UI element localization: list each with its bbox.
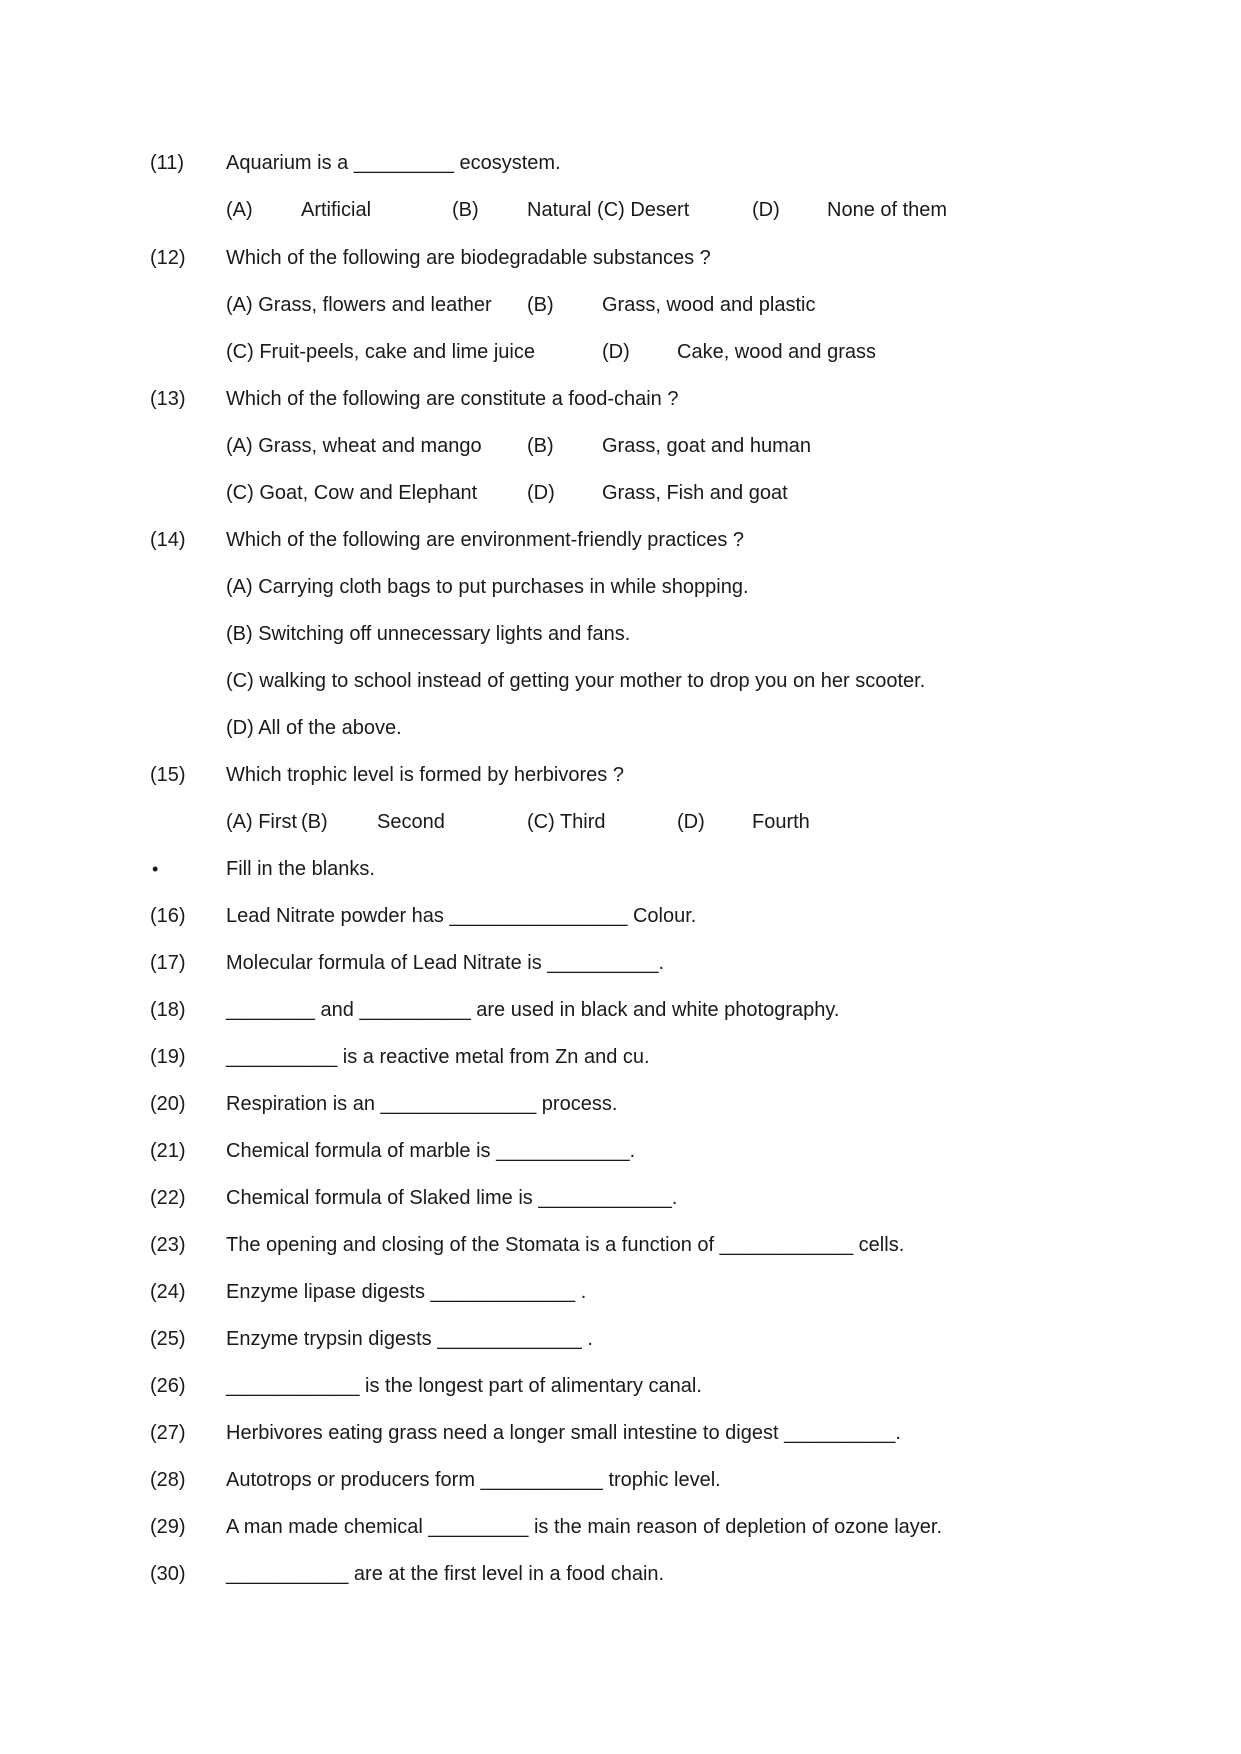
section-title: Fill in the blanks.	[226, 858, 375, 880]
question-text: Enzyme lipase digests _____________ .	[226, 1281, 587, 1303]
option-label-d: (D)	[752, 199, 780, 221]
question-number: (19)	[150, 1046, 186, 1068]
option-text: (D) All of the above.	[226, 717, 402, 739]
question-number: (25)	[150, 1328, 186, 1350]
option-text: Grass, Fish and goat	[602, 482, 788, 504]
option-text: (C) Fruit-peels, cake and lime juice	[226, 341, 535, 363]
option-text: Grass, goat and human	[602, 435, 812, 457]
option-text: (B) Switching off unnecessary lights and fans.	[226, 623, 631, 645]
question-text: Herbivores eating grass need a longer small intestine to digest __________.	[226, 1422, 901, 1444]
question-text: Chemical formula of Slaked lime is ____________.	[226, 1187, 678, 1209]
question-text: Chemical formula of marble is ____________.	[226, 1140, 636, 1162]
option-text: Second	[377, 811, 445, 833]
question-number: (23)	[150, 1234, 186, 1256]
option-text: (A) Grass, flowers and leather	[226, 294, 492, 316]
question-text: Autotrops or producers form ___________ trophic level.	[226, 1469, 721, 1491]
bullet-icon: •	[152, 859, 159, 879]
question-text: ________ and __________ are used in black and white photography.	[226, 999, 840, 1021]
question-text: The opening and closing of the Stomata is a function of ____________ cells.	[226, 1234, 905, 1256]
question-text: Lead Nitrate powder has ________________ Colour.	[226, 905, 697, 927]
option-text: (C) Goat, Cow and Elephant	[226, 482, 478, 504]
question-number: (22)	[150, 1187, 186, 1209]
question-text: A man made chemical _________ is the main reason of depletion of ozone layer.	[226, 1516, 943, 1538]
question-number: (18)	[150, 999, 186, 1021]
question-text: Which of the following are biodegradable substances ?	[226, 247, 711, 269]
question-number: (21)	[150, 1140, 186, 1162]
question-number: (16)	[150, 905, 186, 927]
option-text: Artificial	[301, 199, 372, 221]
question-number: (26)	[150, 1375, 186, 1397]
option-label-d: (D)	[677, 811, 705, 833]
question-number: (24)	[150, 1281, 186, 1303]
option-text: (C) Third	[527, 811, 606, 833]
option-text: (A) Grass, wheat and mango	[226, 435, 482, 457]
question-text: Which of the following are environment-friendly practices ?	[226, 529, 745, 551]
option-text: None of them	[827, 199, 948, 221]
option-label-b: (B)	[527, 294, 554, 316]
option-label-b: (B)	[301, 811, 328, 833]
option-label-b: (B)	[452, 199, 479, 221]
question-number: (14)	[150, 529, 186, 551]
option-text: Cake, wood and grass	[677, 341, 877, 363]
question-text: ___________ are at the first level in a food chain.	[226, 1563, 665, 1585]
question-number: (11)	[150, 152, 185, 174]
option-label-a: (A)	[226, 199, 253, 221]
question-text: Molecular formula of Lead Nitrate is __________.	[226, 952, 665, 974]
question-text: Enzyme trypsin digests _____________ .	[226, 1328, 593, 1350]
question-text: Which of the following are constitute a food-chain ?	[226, 388, 679, 410]
question-number: (12)	[150, 247, 186, 269]
question-text: Aquarium is a _________ ecosystem.	[226, 152, 561, 174]
question-text: Respiration is an ______________ process.	[226, 1093, 618, 1115]
option-label-d: (D)	[527, 482, 555, 504]
option-label-b: (B)	[527, 435, 554, 457]
option-text: (A) Carrying cloth bags to put purchases in while shopping.	[226, 576, 749, 598]
question-number: (15)	[150, 764, 186, 786]
question-number: (13)	[150, 388, 186, 410]
option-text: Fourth	[752, 811, 810, 833]
question-number: (29)	[150, 1516, 186, 1538]
question-number: (30)	[150, 1563, 186, 1585]
option-text: Natural (C) Desert	[527, 199, 690, 221]
option-text: (C) walking to school instead of getting your mother to drop you on her scooter.	[226, 670, 926, 692]
question-number: (20)	[150, 1093, 186, 1115]
question-text: __________ is a reactive metal from Zn and cu.	[226, 1046, 650, 1068]
option-label-d: (D)	[602, 341, 630, 363]
question-text: ____________ is the longest part of alimentary canal.	[226, 1375, 702, 1397]
question-number: (27)	[150, 1422, 186, 1444]
question-number: (17)	[150, 952, 186, 974]
option-text: Grass, wood and plastic	[602, 294, 816, 316]
option-text: (A) First	[226, 811, 298, 833]
question-number: (28)	[150, 1469, 186, 1491]
question-text: Which trophic level is formed by herbivores ?	[226, 764, 624, 786]
